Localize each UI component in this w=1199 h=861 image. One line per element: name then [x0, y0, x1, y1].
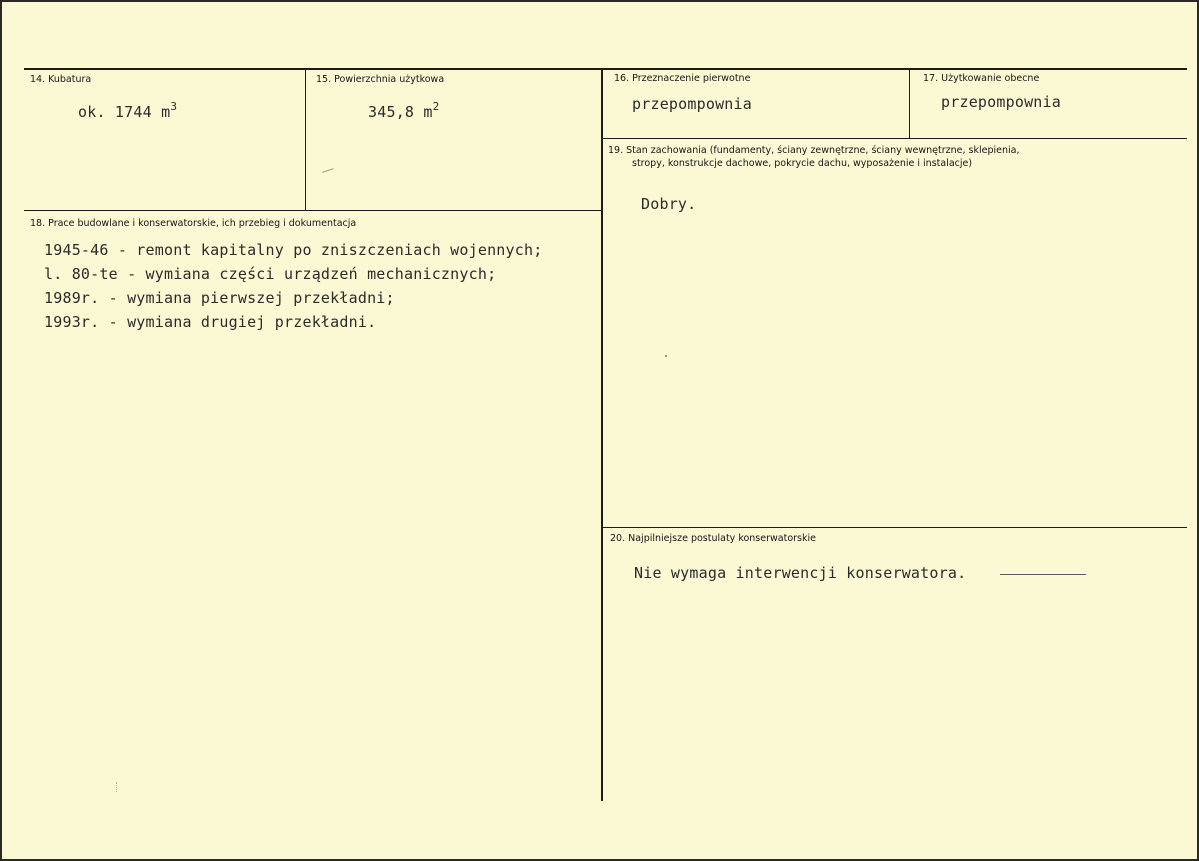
field-18-entries	[44, 238, 542, 334]
rule-under-16-17	[602, 138, 1187, 139]
field-19-label-line2: stropy, konstrukcje dachowe, pokrycie dachu, wyposażenie i instalacje)	[632, 158, 973, 169]
field-14-value	[78, 100, 177, 121]
field-17-label: 17. Użytkowanie obecne	[923, 73, 1040, 84]
field-18-label: 18. Prace budowlane i konserwatorskie, ich przebieg i dokumentacja	[30, 218, 357, 229]
pencil-mark	[322, 168, 334, 173]
field-14-value-exponent: 3	[170, 100, 178, 113]
field-20-value: Nie wymaga interwencji konserwatora.	[634, 564, 967, 582]
field-15-value-text: 345,8 m	[368, 103, 433, 121]
field-15-value-exponent: 2	[432, 100, 440, 113]
field-15-label: 15. Powierzchnia użytkowa	[316, 74, 445, 85]
field-19-value: Dobry.	[641, 195, 697, 213]
field-19-label-line1: 19. Stan zachowania (fundamenty, ściany zewnętrzne, ściany wewnętrzne, sklepienia,	[608, 145, 1020, 156]
rule-under-14-15	[24, 210, 602, 211]
top-rule	[24, 68, 1187, 70]
speck	[116, 782, 123, 792]
field-18-entry: l. 80-te - wymiana części urządzeń mechanicznych;	[44, 265, 497, 283]
divider-16-17	[909, 69, 910, 139]
field-15-value	[368, 100, 439, 121]
field-16-value: przepompownia	[632, 95, 752, 113]
field-18-entry: 1989r. - wymiana pierwszej przekładni;	[44, 289, 395, 307]
closing-dash	[1000, 574, 1086, 575]
divider-left-right	[601, 69, 603, 801]
divider-14-15	[305, 69, 306, 211]
field-18-entry: 1945-46 - remont kapitalny po zniszczeniach wojennych;	[44, 241, 543, 259]
rule-above-20	[602, 527, 1187, 528]
field-16-label: 16. Przeznaczenie pierwotne	[614, 73, 751, 84]
field-14-value-text: ok. 1744 m	[78, 103, 171, 121]
field-18-entry: 1993r. - wymiana drugiej przekładni.	[44, 313, 377, 331]
field-17-value: przepompownia	[941, 93, 1061, 111]
field-14-label: 14. Kubatura	[30, 74, 92, 85]
speck	[665, 355, 667, 357]
field-20-label: 20. Najpilniejsze postulaty konserwatorskie	[610, 533, 816, 544]
